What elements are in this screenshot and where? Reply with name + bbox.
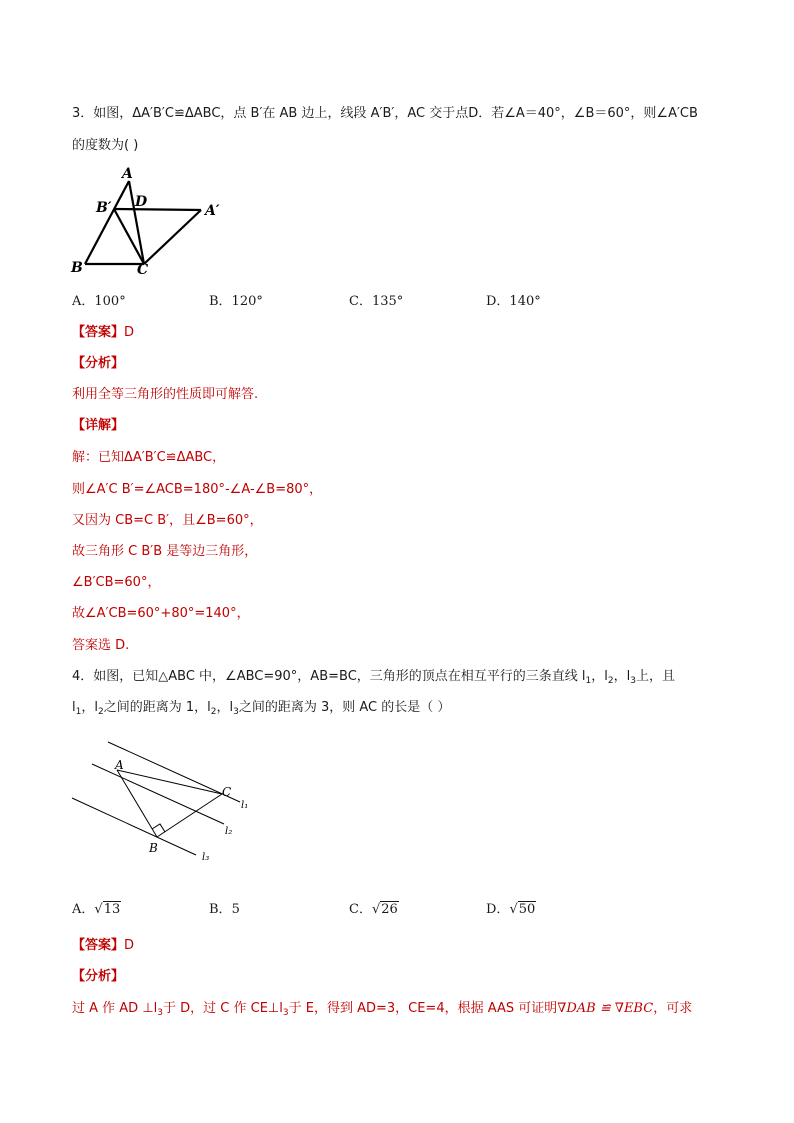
q3-analysis: 利用全等三角形的性质即可解答. [72, 387, 259, 402]
q4-stem-text-d: 之间的距离为 3，则 AC 的长是（ ） [238, 700, 451, 715]
q4-figure [62, 730, 282, 870]
q3-step-5: ∠B′CB=60°， [72, 575, 161, 590]
label-A-prime: A′ [205, 203, 220, 219]
label-B: B [71, 260, 83, 276]
q3-step-3: 又因为 CB=C B′，且∠B=60°， [72, 513, 263, 528]
q3-step-1: 解：已知ΔA′B′C≌ΔABC， [72, 450, 226, 465]
q3-option-b: B．120° [209, 294, 263, 309]
q4-stem-line2: $l_1$，$l_2$之间的距离为 1，$l_2$，$l_3$之间的距离为 3，则 AC 的长是（ ） [72, 700, 451, 717]
q3-answer [72, 321, 134, 340]
q3-analysis-tag: 【分析】 [72, 356, 125, 371]
parallel-line-l2 [92, 764, 224, 824]
q3-step-7: 答案选 D. [72, 638, 130, 653]
label-l1: l₁ [241, 800, 249, 811]
q4-stem-text-a: 4．如图，已知△ABC 中，∠ABC=90°，AB=BC，三角形的顶点在相互平行的三条直线 l [72, 669, 586, 684]
q3-option-a: A．100° [72, 294, 126, 309]
q4-option-c: C．√26 [349, 902, 398, 917]
congruence-expression: ∇DAB ≌ ∇EBC [557, 1001, 654, 1016]
q4-stem-line1: 4．如图，已知△ABC 中，∠ABC=90°，AB=BC，三角形的顶点在相互平行的三条直线 $l_1$，$l_2$，$l_3$上，且 [72, 669, 675, 686]
segment-BC [157, 794, 222, 837]
right-angle-mark [152, 824, 165, 832]
answer-tag: 【答案】 [72, 938, 125, 953]
q4-option-a: A．√13 [72, 902, 121, 917]
q4-analysis: 过 A 作 AD $\perp l_3$于 D，过 C 作 $CE\perp l_3$于 E，得到 AD=3，CE=4，根据 AAS 可证明∇DAB ≌ ∇EBC，可求 [72, 1001, 693, 1018]
q4-stem-text-b: 上，且 [635, 669, 675, 684]
q3-step-6: 故∠A′CB=60°+80°=140°， [72, 606, 250, 621]
q3-step-4: 故三角形 C B′B 是等边三角形， [72, 544, 258, 559]
parallel-line-l3 [72, 798, 196, 855]
answer-value: D [124, 938, 135, 953]
label-C: C [222, 785, 232, 799]
segment-B1A1 [114, 209, 201, 210]
q3-stem-line1: 3．如图，ΔA′B′C≌ΔABC，点 B′在 AB 边上，线段 A′B′，AC 交于点D．若∠A＝40°，∠B＝60°，则∠A′CB [72, 106, 698, 121]
label-B-prime: B′ [96, 200, 112, 216]
q3-detail-tag: 【详解】 [72, 418, 125, 433]
label-C: C [137, 262, 149, 278]
q4-stem-text-c: 之间的距离为 1，l [103, 700, 211, 715]
q4-analysis-tag: 【分析】 [72, 969, 125, 984]
segment-AB [117, 770, 157, 837]
q3-figure [62, 164, 242, 280]
segment-A1C [144, 210, 201, 264]
label-A: A [122, 166, 133, 182]
answer-value: D [124, 325, 135, 340]
answer-tag: 【答案】 [72, 325, 125, 340]
q4-option-b: B．5 [209, 902, 240, 917]
label-D: D [135, 194, 148, 210]
label-l2: l₂ [225, 826, 233, 837]
q4-option-d: D．√50 [486, 902, 536, 917]
q3-step-2: 则∠A′C B′=∠ACB=180°-∠A-∠B=80°， [72, 482, 323, 497]
q4-answer [72, 934, 134, 953]
label-A: A [115, 758, 124, 772]
label-l3: l₃ [202, 852, 210, 863]
label-B: B [149, 841, 158, 855]
q3-option-c: C．135° [349, 294, 404, 309]
q3-stem-line2: 的度数为( ) [72, 138, 139, 153]
q3-option-d: D．140° [486, 294, 541, 309]
